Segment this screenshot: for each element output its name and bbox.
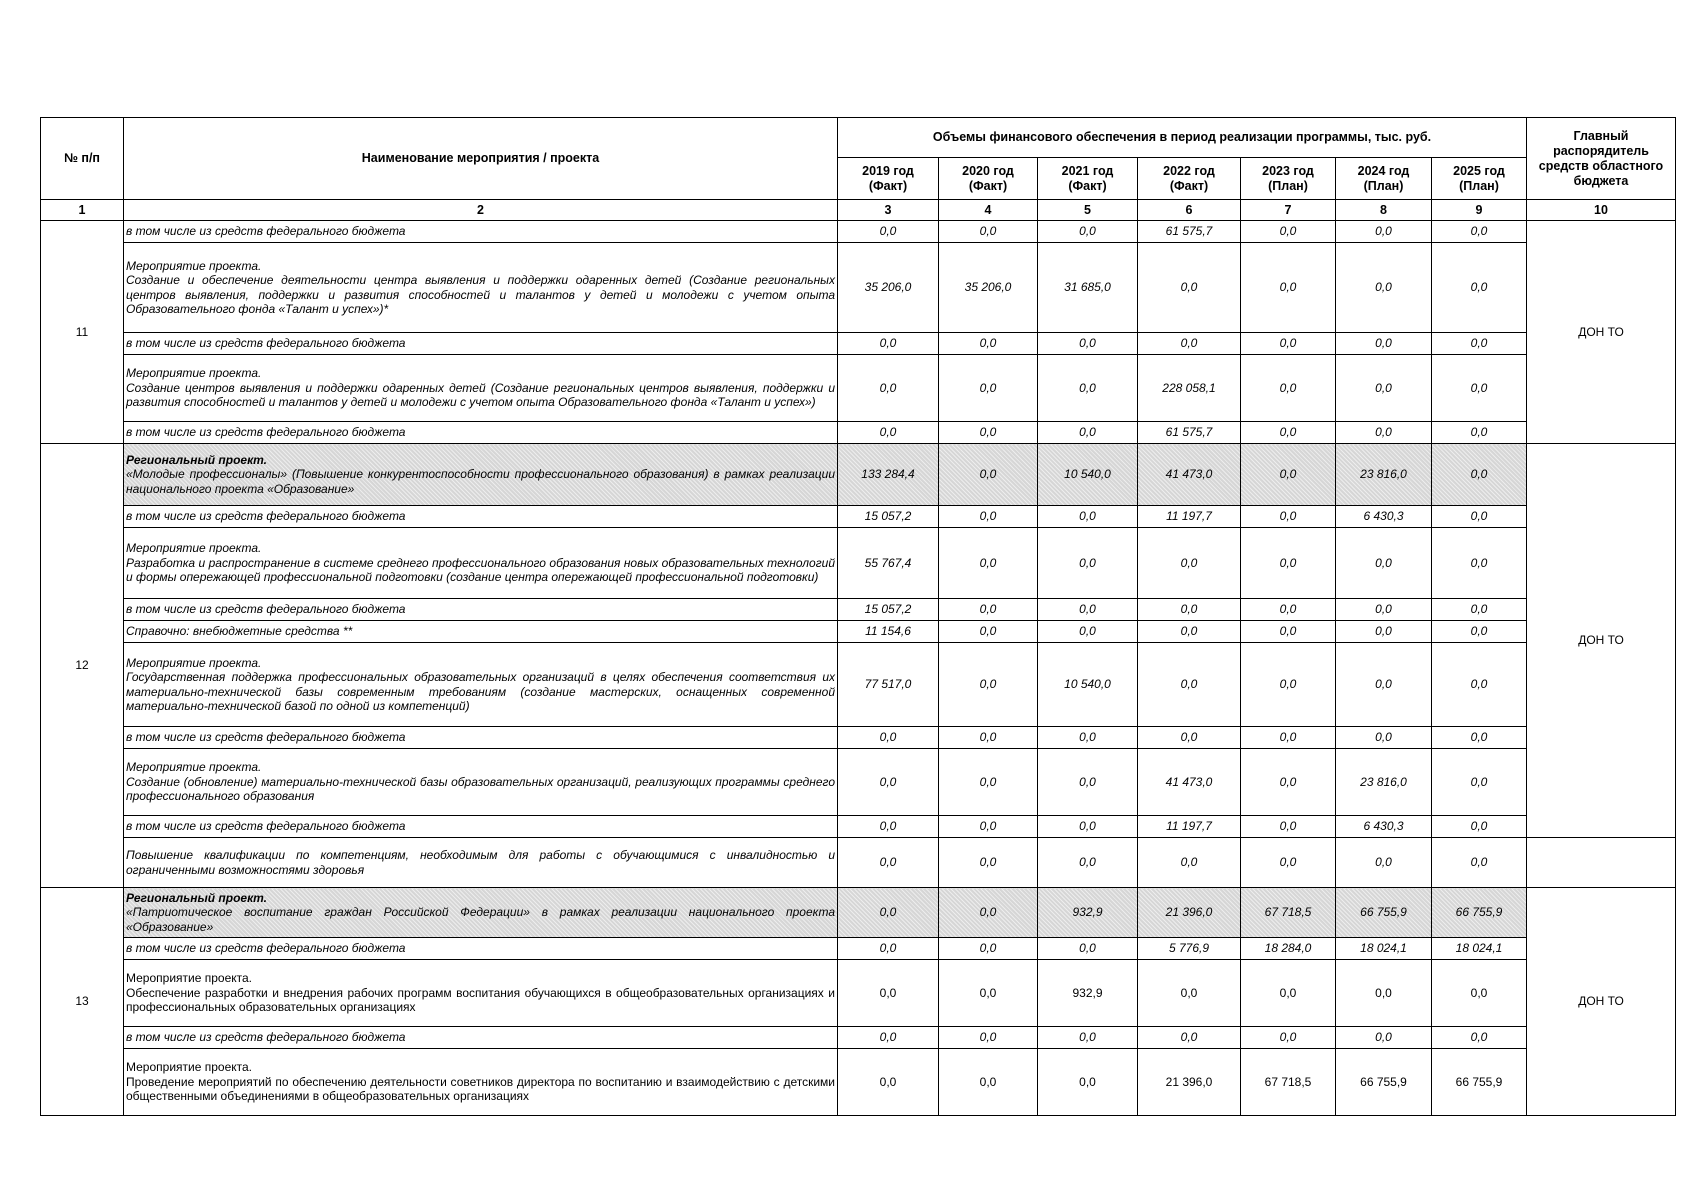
activity-title: Мероприятие проекта. xyxy=(126,971,253,986)
value-cell: 0,0 xyxy=(1241,960,1336,1027)
value-cell: 0,0 xyxy=(1432,221,1527,243)
value-cell: 0,0 xyxy=(1432,816,1527,838)
value-cell: 11 197,7 xyxy=(1138,816,1241,838)
value-cell: 10 540,0 xyxy=(1038,444,1138,506)
value-cell: 0,0 xyxy=(1241,422,1336,444)
activity-text: в том числе из средств федерального бюджета xyxy=(126,509,406,524)
value-cell: 0,0 xyxy=(1432,355,1527,422)
value-cell: 0,0 xyxy=(1138,838,1241,888)
value-cell: 0,0 xyxy=(1138,528,1241,599)
activity-name xyxy=(124,444,838,506)
header-index: 2 xyxy=(124,200,838,221)
activity-text: в том числе из средств федерального бюджета xyxy=(126,336,406,351)
value-cell: 0,0 xyxy=(838,1049,939,1116)
value-cell: 0,0 xyxy=(1038,221,1138,243)
value-cell: 0,0 xyxy=(1038,727,1138,749)
value-cell: 0,0 xyxy=(1241,749,1336,816)
value-cell: 0,0 xyxy=(1241,444,1336,506)
value-cell: 0,0 xyxy=(1336,243,1432,333)
activity-name xyxy=(124,938,838,960)
header-year: 2020 год (Факт) xyxy=(939,158,1038,200)
activity-name xyxy=(124,243,838,333)
value-cell: 10 540,0 xyxy=(1038,643,1138,727)
table-row xyxy=(41,749,1676,816)
value-cell: 0,0 xyxy=(1138,621,1241,643)
activity-text: «Патриотическое воспитание граждан Российской Федерации» в рамках реализации национального проекта «Образование» xyxy=(126,905,835,934)
activity-text: в том числе из средств федерального бюджета xyxy=(126,941,406,956)
value-cell: 0,0 xyxy=(1432,506,1527,528)
value-cell: 0,0 xyxy=(1432,422,1527,444)
activity-text: Разработка и распространение в системе среднего профессионального образования новых образовательных технологий и формы опережающей профессиональной подготовки (создание центра опережающей профессиональной подготовки) xyxy=(126,555,835,585)
value-cell: 0,0 xyxy=(838,727,939,749)
manager-cell: ДОН ТО xyxy=(1527,444,1676,838)
table-row xyxy=(41,506,1676,528)
activity-name xyxy=(124,506,838,528)
value-cell: 0,0 xyxy=(1138,960,1241,1027)
activity-name xyxy=(124,749,838,816)
value-cell: 0,0 xyxy=(838,838,939,888)
activity-title: Мероприятие проекта. xyxy=(126,760,262,775)
value-cell: 0,0 xyxy=(1038,621,1138,643)
value-cell: 6 430,3 xyxy=(1336,816,1432,838)
value-cell: 23 816,0 xyxy=(1336,444,1432,506)
activity-title: Мероприятие проекта. xyxy=(126,258,262,273)
value-cell: 0,0 xyxy=(939,727,1038,749)
value-cell: 15 057,2 xyxy=(838,599,939,621)
value-cell: 0,0 xyxy=(1432,243,1527,333)
value-cell: 0,0 xyxy=(939,221,1038,243)
activity-text: в том числе из средств федерального бюджета xyxy=(126,1030,406,1045)
value-cell: 0,0 xyxy=(1241,243,1336,333)
value-cell: 0,0 xyxy=(1038,1049,1138,1116)
value-cell: 0,0 xyxy=(939,621,1038,643)
value-cell: 0,0 xyxy=(939,938,1038,960)
value-cell: 0,0 xyxy=(1241,333,1336,355)
header-year: 2025 год (План) xyxy=(1432,158,1527,200)
header-index: 7 xyxy=(1241,200,1336,221)
activity-name xyxy=(124,528,838,599)
table-row xyxy=(41,528,1676,599)
value-cell: 0,0 xyxy=(1336,599,1432,621)
value-cell: 0,0 xyxy=(1336,333,1432,355)
value-cell: 41 473,0 xyxy=(1138,749,1241,816)
manager-cell: ДОН ТО xyxy=(1527,888,1676,1116)
activity-name xyxy=(124,355,838,422)
value-cell: 0,0 xyxy=(1336,528,1432,599)
value-cell: 0,0 xyxy=(1432,528,1527,599)
header-index: 8 xyxy=(1336,200,1432,221)
value-cell: 11 154,6 xyxy=(838,621,939,643)
value-cell: 0,0 xyxy=(1038,506,1138,528)
value-cell: 0,0 xyxy=(939,1027,1038,1049)
value-cell: 0,0 xyxy=(1432,643,1527,727)
value-cell: 0,0 xyxy=(939,333,1038,355)
value-cell: 77 517,0 xyxy=(838,643,939,727)
activity-text: Создание (обновление) материально-технической базы образовательных организаций, реализующих программы среднего профессионального образования xyxy=(126,774,835,804)
value-cell: 0,0 xyxy=(1336,221,1432,243)
value-cell: 0,0 xyxy=(1038,938,1138,960)
table-body xyxy=(41,221,1676,1116)
value-cell: 0,0 xyxy=(939,888,1038,938)
value-cell: 0,0 xyxy=(1138,599,1241,621)
value-cell: 0,0 xyxy=(1432,838,1527,888)
value-cell: 0,0 xyxy=(1336,838,1432,888)
value-cell: 66 755,9 xyxy=(1432,1049,1527,1116)
value-cell: 0,0 xyxy=(1241,355,1336,422)
value-cell: 0,0 xyxy=(838,1027,939,1049)
value-cell: 0,0 xyxy=(1038,599,1138,621)
value-cell: 0,0 xyxy=(939,1049,1038,1116)
value-cell: 0,0 xyxy=(1432,333,1527,355)
value-cell: 55 767,4 xyxy=(838,528,939,599)
value-cell: 0,0 xyxy=(1038,528,1138,599)
value-cell: 21 396,0 xyxy=(1138,1049,1241,1116)
activity-name xyxy=(124,888,838,938)
value-cell: 0,0 xyxy=(939,444,1038,506)
value-cell: 61 575,7 xyxy=(1138,422,1241,444)
activity-text: в том числе из средств федерального бюджета xyxy=(126,224,406,239)
row-number: 12 xyxy=(41,444,124,888)
value-cell: 0,0 xyxy=(838,960,939,1027)
table-row xyxy=(41,727,1676,749)
value-cell: 0,0 xyxy=(1241,816,1336,838)
table-row xyxy=(41,643,1676,727)
value-cell: 0,0 xyxy=(1038,816,1138,838)
value-cell: 0,0 xyxy=(838,221,939,243)
activity-text: в том числе из средств федерального бюджета xyxy=(126,425,406,440)
value-cell: 0,0 xyxy=(1038,749,1138,816)
value-cell: 0,0 xyxy=(1336,960,1432,1027)
value-cell: 21 396,0 xyxy=(1138,888,1241,938)
table-row xyxy=(41,816,1676,838)
table-row xyxy=(41,838,1676,888)
value-cell: 18 284,0 xyxy=(1241,938,1336,960)
value-cell: 0,0 xyxy=(1336,355,1432,422)
value-cell: 0,0 xyxy=(838,749,939,816)
value-cell: 0,0 xyxy=(1138,333,1241,355)
value-cell: 23 816,0 xyxy=(1336,749,1432,816)
value-cell: 41 473,0 xyxy=(1138,444,1241,506)
value-cell: 0,0 xyxy=(1336,727,1432,749)
header-name: Наименование мероприятия / проекта xyxy=(124,118,838,200)
header-index: 6 xyxy=(1138,200,1241,221)
value-cell: 61 575,7 xyxy=(1138,221,1241,243)
value-cell: 15 057,2 xyxy=(838,506,939,528)
value-cell: 0,0 xyxy=(1336,1027,1432,1049)
value-cell: 11 197,7 xyxy=(1138,506,1241,528)
activity-text: Повышение квалификации по компетенциям, необходимым для работы с обучающимися с инвалидностью и ограниченными возможностями здоровья xyxy=(126,848,835,877)
value-cell: 0,0 xyxy=(939,960,1038,1027)
row-number: 13 xyxy=(41,888,124,1116)
value-cell: 0,0 xyxy=(838,888,939,938)
value-cell: 0,0 xyxy=(1038,1027,1138,1049)
value-cell: 0,0 xyxy=(1241,599,1336,621)
value-cell: 18 024,1 xyxy=(1336,938,1432,960)
header-index: 4 xyxy=(939,200,1038,221)
value-cell: 0,0 xyxy=(1138,727,1241,749)
table-row xyxy=(41,422,1676,444)
value-cell: 0,0 xyxy=(1432,749,1527,816)
activity-title: Мероприятие проекта. xyxy=(126,655,262,670)
header-manager: Главный распорядитель средств областного бюджета xyxy=(1527,118,1676,200)
table-row xyxy=(41,621,1676,643)
table-row xyxy=(41,243,1676,333)
activity-name xyxy=(124,1027,838,1049)
value-cell: 0,0 xyxy=(1038,355,1138,422)
manager-cell-empty xyxy=(1527,838,1676,888)
header-num: № п/п xyxy=(41,118,124,200)
activity-text: Проведение мероприятий по обеспечению деятельности советников директора по воспитанию и взаимодействию с детскими общественными объединениями в общеобразовательных организациях xyxy=(126,1074,835,1104)
value-cell: 0,0 xyxy=(1432,960,1527,1027)
value-cell: 0,0 xyxy=(939,643,1038,727)
value-cell: 0,0 xyxy=(1241,528,1336,599)
value-cell: 6 430,3 xyxy=(1336,506,1432,528)
table-row xyxy=(41,960,1676,1027)
header-year: 2019 год (Факт) xyxy=(838,158,939,200)
header-year: 2023 год (План) xyxy=(1241,158,1336,200)
value-cell: 18 024,1 xyxy=(1432,938,1527,960)
activity-text: Обеспечение разработки и внедрения рабочих программ воспитания обучающихся в общеобразовательных организациях и профессиональных образовательных организациях xyxy=(126,985,835,1015)
activity-text: в том числе из средств федерального бюджета xyxy=(126,819,406,834)
activity-name xyxy=(124,838,838,888)
activity-text: «Молодые профессионалы» (Повышение конкурентоспособности профессионального образования) в рамках реализации национального проекта «Образование» xyxy=(126,467,835,496)
value-cell: 5 776,9 xyxy=(1138,938,1241,960)
value-cell: 0,0 xyxy=(1336,643,1432,727)
header-funding: Объемы финансового обеспечения в период реализации программы, тыс. руб. xyxy=(838,118,1527,158)
value-cell: 0,0 xyxy=(1038,838,1138,888)
value-cell: 0,0 xyxy=(1432,1027,1527,1049)
manager-cell: ДОН ТО xyxy=(1527,221,1676,444)
value-cell: 67 718,5 xyxy=(1241,1049,1336,1116)
activity-title: Региональный проект. xyxy=(126,890,267,905)
header-index: 10 xyxy=(1527,200,1676,221)
value-cell: 0,0 xyxy=(939,838,1038,888)
value-cell: 31 685,0 xyxy=(1038,243,1138,333)
activity-name xyxy=(124,221,838,243)
value-cell: 0,0 xyxy=(1038,422,1138,444)
table-row xyxy=(41,444,1676,506)
value-cell: 67 718,5 xyxy=(1241,888,1336,938)
activity-name xyxy=(124,727,838,749)
value-cell: 0,0 xyxy=(1241,621,1336,643)
value-cell: 0,0 xyxy=(1241,643,1336,727)
activity-name xyxy=(124,422,838,444)
table-row xyxy=(41,333,1676,355)
value-cell: 0,0 xyxy=(939,506,1038,528)
value-cell: 0,0 xyxy=(1138,643,1241,727)
header-index: 3 xyxy=(838,200,939,221)
activity-name xyxy=(124,960,838,1027)
value-cell: 133 284,4 xyxy=(838,444,939,506)
activity-text: в том числе из средств федерального бюджета xyxy=(126,730,406,745)
value-cell: 0,0 xyxy=(939,528,1038,599)
value-cell: 932,9 xyxy=(1038,960,1138,1027)
value-cell: 0,0 xyxy=(1432,599,1527,621)
activity-name xyxy=(124,621,838,643)
table-row xyxy=(41,1049,1676,1116)
value-cell: 0,0 xyxy=(939,355,1038,422)
value-cell: 0,0 xyxy=(838,938,939,960)
table-row xyxy=(41,938,1676,960)
value-cell: 0,0 xyxy=(1432,621,1527,643)
value-cell: 0,0 xyxy=(838,422,939,444)
value-cell: 0,0 xyxy=(1241,221,1336,243)
activity-text: Создание и обеспечение деятельности центра выявления и поддержки одаренных детей (Создание региональных центров выявления, поддержки и развития способностей и талантов у детей и молодежи с учетом опыта Образовательного фонда «Талант и успех»)* xyxy=(126,273,835,316)
value-cell: 35 206,0 xyxy=(838,243,939,333)
activity-text: Справочно: внебюджетные средства ** xyxy=(126,624,353,639)
table-row xyxy=(41,1027,1676,1049)
value-cell: 0,0 xyxy=(1336,621,1432,643)
header-index: 9 xyxy=(1432,200,1527,221)
table-row xyxy=(41,355,1676,422)
value-cell: 932,9 xyxy=(1038,888,1138,938)
activity-name xyxy=(124,333,838,355)
table-row xyxy=(41,221,1676,243)
value-cell: 0,0 xyxy=(1432,727,1527,749)
value-cell: 0,0 xyxy=(1336,422,1432,444)
value-cell: 0,0 xyxy=(1241,506,1336,528)
value-cell: 66 755,9 xyxy=(1336,1049,1432,1116)
funding-table xyxy=(40,117,1676,1116)
value-cell: 0,0 xyxy=(1432,444,1527,506)
value-cell: 0,0 xyxy=(1038,333,1138,355)
value-cell: 66 755,9 xyxy=(1336,888,1432,938)
value-cell: 0,0 xyxy=(1138,1027,1241,1049)
activity-name xyxy=(124,1049,838,1116)
activity-text: Государственная поддержка профессиональных образовательных организаций в целях обеспечения соответствия их материально-технической базы современным требованиям (создание мастерских, оснащенных современной материально-технической базой по одной из компетенций) xyxy=(126,670,835,713)
value-cell: 0,0 xyxy=(1138,243,1241,333)
header-index: 1 xyxy=(41,200,124,221)
activity-text: Создание центров выявления и поддержки одаренных детей (Создание региональных центров выявления, поддержки и развития способностей и талантов у детей и молодежи с учетом опыта Образовательного фонда «Талант и успех») xyxy=(126,380,835,410)
activity-name xyxy=(124,643,838,727)
value-cell: 0,0 xyxy=(838,333,939,355)
header-year: 2021 год (Факт) xyxy=(1038,158,1138,200)
value-cell: 0,0 xyxy=(939,599,1038,621)
activity-name xyxy=(124,816,838,838)
value-cell: 66 755,9 xyxy=(1432,888,1527,938)
value-cell: 228 058,1 xyxy=(1138,355,1241,422)
activity-title: Мероприятие проекта. xyxy=(126,1060,253,1075)
activity-title: Региональный проект. xyxy=(126,452,267,467)
activity-name xyxy=(124,599,838,621)
activity-title: Мероприятие проекта. xyxy=(126,541,262,556)
header-year: 2022 год (Факт) xyxy=(1138,158,1241,200)
value-cell: 0,0 xyxy=(939,816,1038,838)
value-cell: 0,0 xyxy=(1241,1027,1336,1049)
value-cell: 0,0 xyxy=(1241,838,1336,888)
row-number: 11 xyxy=(41,221,124,444)
header-index: 5 xyxy=(1038,200,1138,221)
value-cell: 0,0 xyxy=(939,749,1038,816)
activity-text: в том числе из средств федерального бюджета xyxy=(126,602,406,617)
table-row xyxy=(41,888,1676,938)
activity-title: Мероприятие проекта. xyxy=(126,366,262,381)
value-cell: 35 206,0 xyxy=(939,243,1038,333)
value-cell: 0,0 xyxy=(838,355,939,422)
header-year: 2024 год (План) xyxy=(1336,158,1432,200)
value-cell: 0,0 xyxy=(838,816,939,838)
value-cell: 0,0 xyxy=(1241,727,1336,749)
table-row xyxy=(41,599,1676,621)
value-cell: 0,0 xyxy=(939,422,1038,444)
